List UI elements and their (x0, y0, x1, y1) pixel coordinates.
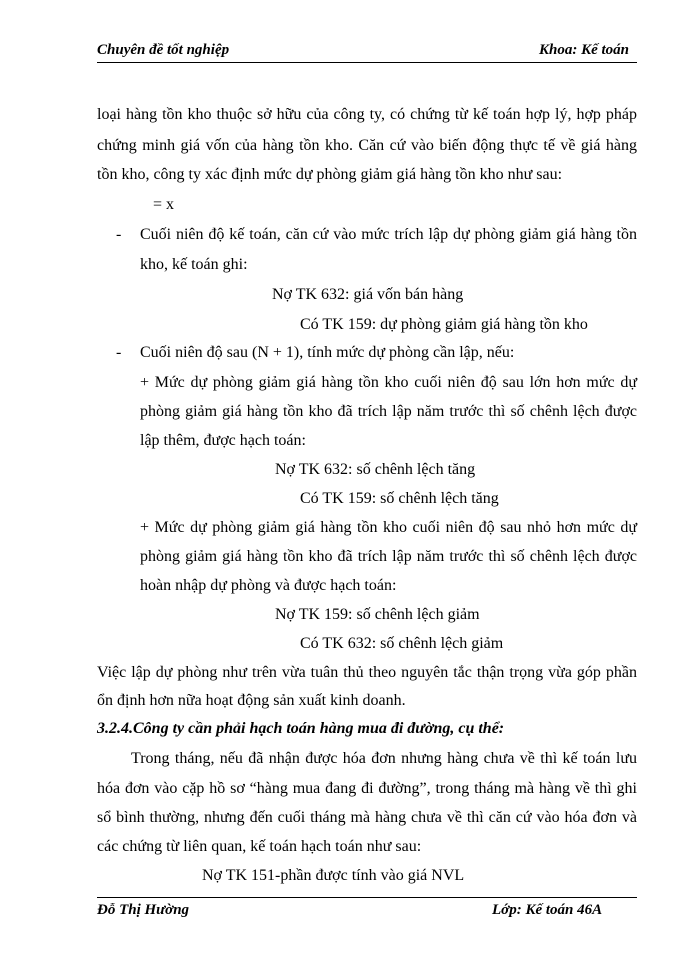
paragraph-line: các chứng từ liên quan, kế toán hạch toán như sau: (97, 838, 422, 855)
paragraph-line: Việc lập dự phòng như trên vừa tuân thủ theo nguyên tắc thận trọng vừa góp phần (97, 664, 637, 681)
journal-entry-debit: Nợ TK 632: giá vốn bán hàng (272, 286, 464, 303)
case-line: + Mức dự phòng giảm giá hàng tồn kho cuối niên độ sau lớn hơn mức dự (140, 374, 637, 391)
paragraph-line: hóa đơn vào cặp hồ sơ “hàng mua đang đi đường”, trong tháng mà hàng về thì ghi (97, 780, 637, 797)
bullet-marker: - (116, 344, 122, 361)
bullet-line: kho, kế toán ghi: (140, 256, 248, 273)
bullet-marker: - (116, 226, 122, 243)
paragraph-line: chứng minh giá vốn của hàng tồn kho. Căn cứ vào biến động thực tế về giá hàng (97, 137, 637, 154)
paragraph-line: tồn kho, công ty xác định mức dự phòng giảm giá hàng tồn kho như sau: (97, 166, 563, 183)
case-line: phòng giảm giá hàng tồn kho đã trích lập năm trước thì số chênh lệch được (140, 403, 637, 420)
journal-entry-debit: Nợ TK 151-phần được tính vào giá NVL (202, 867, 465, 884)
footer-class: Lớp: Kế toán 46A (492, 902, 603, 918)
paragraph-line: Trong tháng, nếu đã nhận được hóa đơn nhưng hàng chưa về thì kế toán lưu (131, 750, 637, 767)
case-line: + Mức dự phòng giảm giá hàng tồn kho cuối niên độ sau nhỏ hơn mức dự (140, 519, 637, 536)
journal-entry-credit: Có TK 159: dự phòng giảm giá hàng tồn kho (300, 316, 588, 333)
paragraph-line: ổn định hơn nữa hoạt động sản xuất kinh doanh. (97, 692, 406, 709)
formula: = x (153, 196, 175, 213)
footer-author: Đỗ Thị Hường (97, 902, 190, 918)
journal-entry-debit: Nợ TK 632: số chênh lệch tăng (275, 461, 476, 478)
section-heading: 3.2.4.Công ty cần phải hạch toán hàng mua đi đường, cụ thể: (97, 720, 505, 737)
bullet-line: Cuối niên độ kế toán, căn cứ vào mức trích lập dự phòng giảm giá hàng tồn (140, 226, 637, 243)
paragraph-line: loại hàng tồn kho thuộc sở hữu của công ty, có chứng từ kế toán hợp lý, hợp pháp (97, 106, 637, 123)
page-footer (97, 897, 637, 920)
case-line: hoàn nhập dự phòng và được hạch toán: (140, 577, 397, 594)
page-header (97, 42, 637, 63)
header-title: Chuyên đề tốt nghiệp (97, 42, 230, 58)
bullet-line: Cuối niên độ sau (N + 1), tính mức dự phòng cần lập, nếu: (140, 344, 515, 361)
case-line: lập thêm, được hạch toán: (140, 432, 306, 449)
paragraph-line: sổ bình thường, nhưng đến cuối tháng mà hàng chưa về thì căn cứ vào hóa đơn và (97, 809, 637, 826)
journal-entry-credit: Có TK 632: số chênh lệch giảm (300, 635, 504, 652)
header-department: Khoa: Kế toán (538, 42, 629, 58)
journal-entry-debit: Nợ TK 159: số chênh lệch giảm (275, 606, 480, 623)
case-line: phòng giảm giá hàng tồn kho đã trích lập năm trước thì số chênh lệch được (140, 548, 637, 565)
journal-entry-credit: Có TK 159: số chênh lệch tăng (300, 490, 499, 507)
